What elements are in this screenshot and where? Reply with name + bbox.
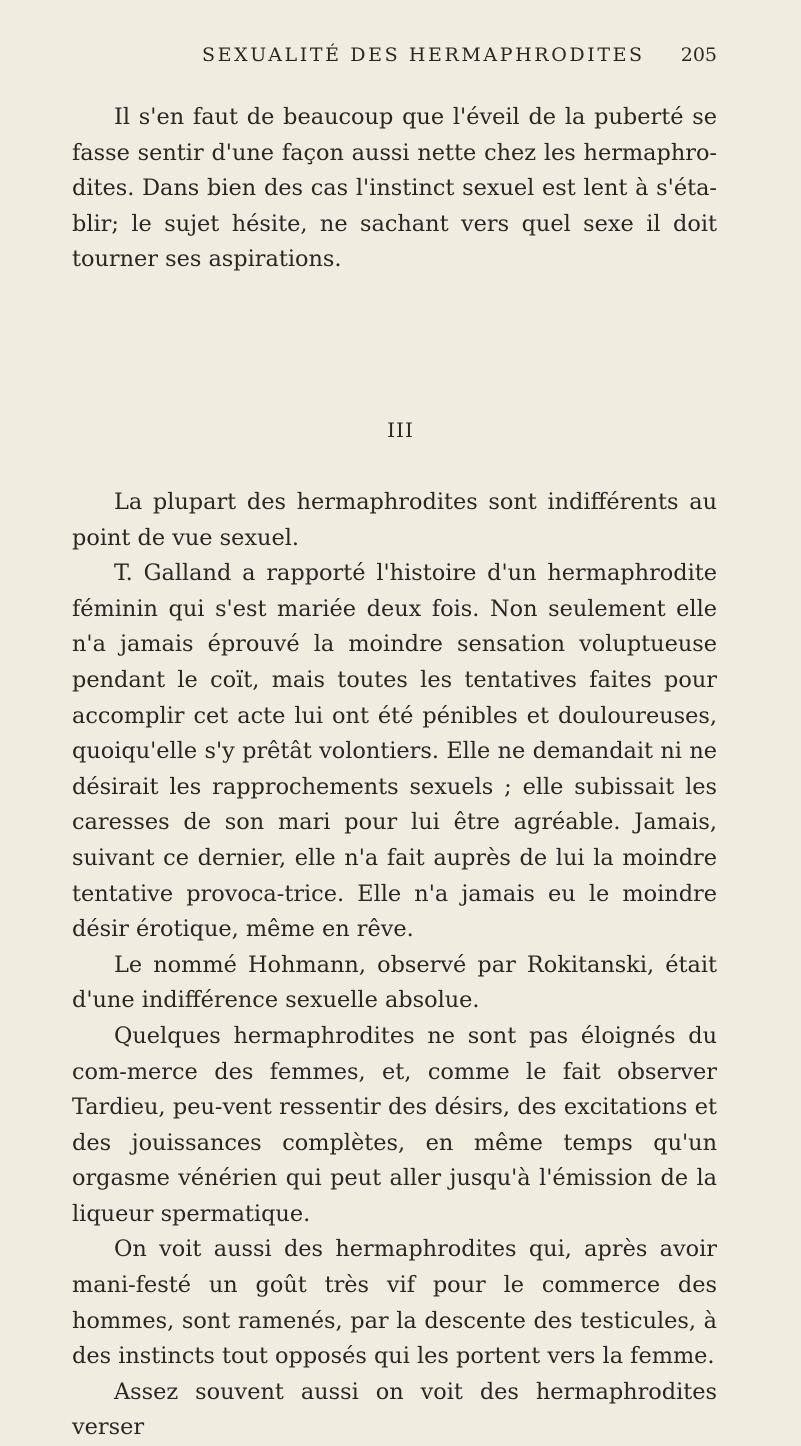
running-title: SEXUALITÉ DES HERMAPHRODITES bbox=[202, 44, 645, 66]
section-heading: III bbox=[387, 418, 414, 442]
paragraph: Le nommé Hohmann, observé par Rokitanski, était d'une indifférence sexuelle absolue. bbox=[72, 951, 717, 1014]
paragraph: On voit aussi des hermaphrodites qui, après avoir mani-festé un goût très vif pour le commerce des hommes, sont ramenés, par la descente des testicules, à des instincts tout opposés qui les portent vers la femme. bbox=[72, 1236, 717, 1370]
paragraph: T. Galland a rapporté l'histoire d'un hermaphrodite féminin qui s'est mariée deux fois. Non seulement elle n'a jamais éprouvé la moindre sensation voluptueuse pendant le coït, mais toutes les tentatives faites pour accomplir cet acte lui ont été pénibles et douloureuses, quoiqu'elle s'y prêtât volontiers. Elle ne demandait ni ne désirait les rapprochements sexuels ; elle subissait les caresses de son mari pour lui être agréable. Jamais, suivant ce dernier, elle n'a fait auprès de lui la moindre tentative provoca-trice. Elle n'a jamais eu le moindre désir érotique, même en rêve. bbox=[72, 560, 717, 943]
paragraph: Quelques hermaphrodites ne sont pas éloignés du com-merce des femmes, et, comme le fait observer Tardieu, peu-vent ressentir des désirs, des excitations et des jouissances complètes, en même temps qu'un orgasme vénérien qui peut aller jusqu'à l'émission de la liqueur spermatique. bbox=[72, 1022, 717, 1227]
paragraph: La plupart des hermaphrodites sont indifférents au point de vue sexuel. bbox=[72, 489, 717, 551]
page-number: 205 bbox=[680, 44, 717, 66]
paragraph: Assez souvent aussi on voit des hermaphrodites verser bbox=[72, 1378, 717, 1441]
text-block-section-three bbox=[72, 485, 717, 1446]
paragraph: Il s'en faut de beaucoup que l'éveil de la puberté se fasse sentir d'une façon aussi nette chez les hermaphro-dites. Dans bien des cas l'instinct sexuel est lent à s'éta-blir; le sujet hésite, ne sachant vers quel sexe il doit tourner ses aspirations. bbox=[72, 104, 717, 273]
running-head bbox=[172, 44, 717, 74]
text-block-before-section bbox=[72, 100, 717, 278]
